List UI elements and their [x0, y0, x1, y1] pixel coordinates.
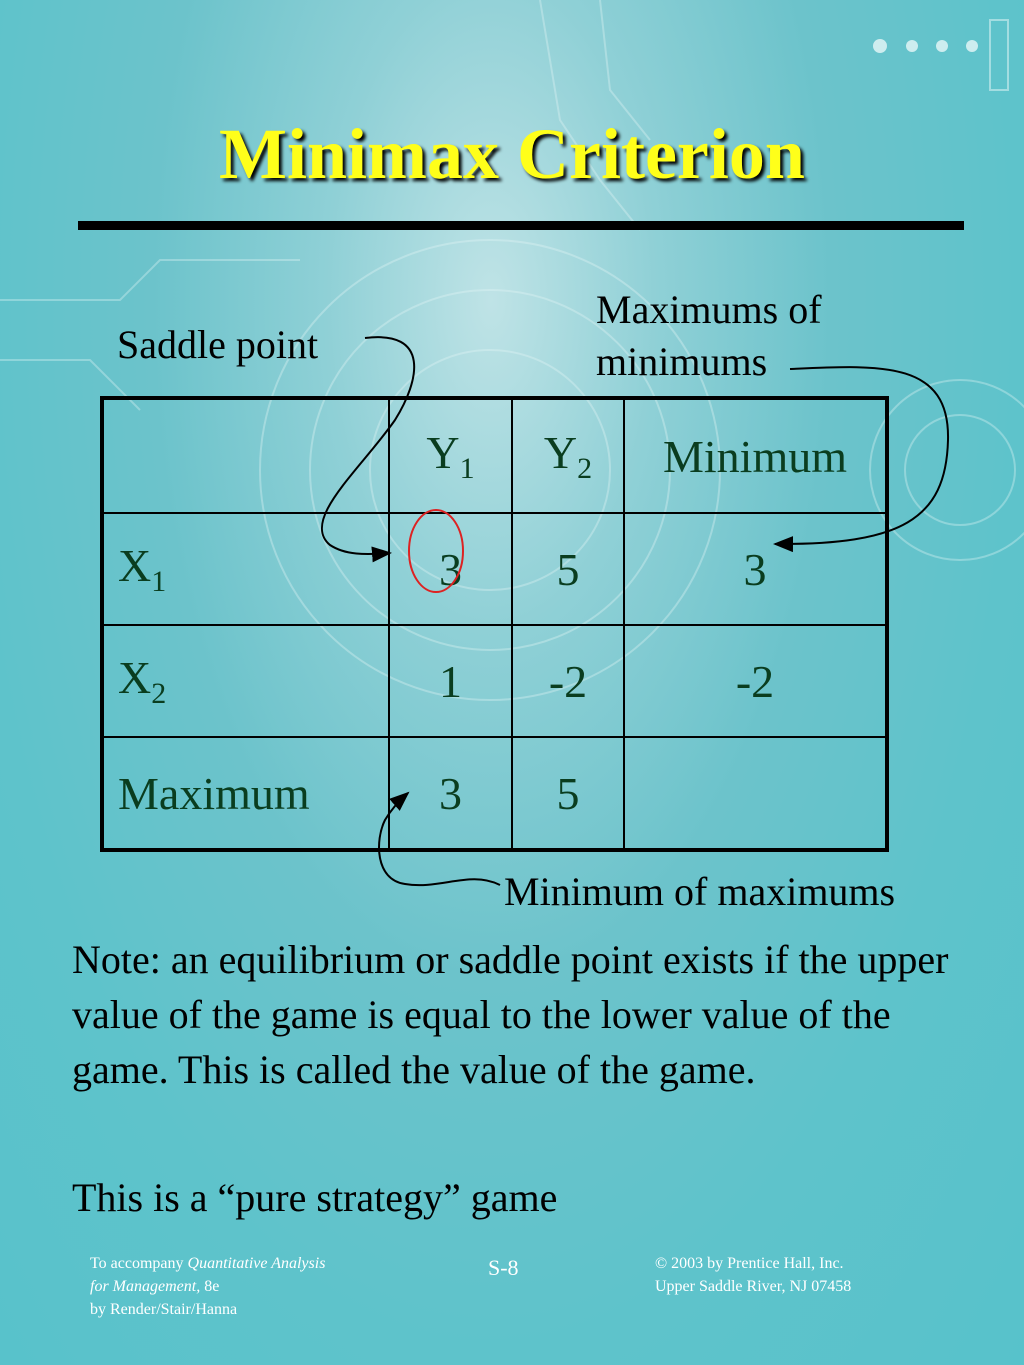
header-y2-letter: Y	[543, 427, 578, 478]
footer-left-line2	[90, 1275, 325, 1298]
cell-max-y2: 5	[512, 737, 624, 850]
saddle-point-label: Saddle point	[117, 322, 319, 367]
row-label-maximum: Maximum	[102, 737, 389, 850]
footer-left-line1-italic: Quantitative Analysis	[187, 1255, 326, 1272]
footer-left-line2-suffix: 8e	[200, 1278, 220, 1295]
page-number: S-8	[488, 1255, 519, 1280]
footer-right	[655, 1252, 851, 1298]
footer-left	[90, 1252, 325, 1321]
footer-left-line2-italic: for Management,	[90, 1278, 201, 1295]
footer-right-line1: © 2003 by Prentice Hall, Inc.	[655, 1255, 844, 1272]
row-x1-subscript: 1	[151, 565, 167, 598]
maximums-label-line1: Maximums of	[596, 287, 822, 332]
cell-x2-y1: 1	[389, 625, 512, 737]
maximums-of-minimums-arrow	[775, 367, 948, 544]
cell-x2-y2: -2	[512, 625, 624, 737]
slide-title: Minimax Criterion	[219, 114, 805, 194]
row-x2-subscript: 2	[151, 677, 167, 710]
footer-left-line3: by Render/Stair/Hanna	[90, 1301, 238, 1318]
cell-x2-min: -2	[624, 625, 887, 737]
footer-left-line1	[90, 1252, 325, 1275]
footer-right-line2: Upper Saddle River, NJ 07458	[655, 1278, 852, 1295]
cell-max-y1: 3	[389, 737, 512, 850]
header-y1-letter: Y	[426, 427, 460, 478]
header-y1-subscript: 1	[459, 452, 475, 485]
row-x2-letter: X	[118, 652, 152, 703]
note-paragraph: Note: an equilibrium or saddle point exists if the upper value of the game is equal to the lower value of the game. This is called the value of the game.	[72, 937, 949, 1092]
minimum-of-maximums-arrow	[379, 793, 500, 885]
pure-strategy-text: This is a “pure strategy” game	[72, 1175, 558, 1220]
minimum-of-maximums-label: Minimum of maximums	[504, 869, 896, 914]
cell-x1-y1: 3	[389, 513, 512, 625]
cell-x1-min: 3	[624, 513, 887, 625]
footer-left-line1-prefix: To accompany	[90, 1255, 188, 1272]
maximums-label-line2: minimums	[596, 339, 768, 384]
row-x1-letter: X	[118, 540, 152, 591]
header-y2-subscript: 2	[577, 452, 593, 485]
header-minimum: Minimum	[624, 398, 887, 513]
saddle-point-circle	[409, 510, 463, 592]
saddle-point-arrow	[322, 337, 414, 554]
cell-x1-y2: 5	[512, 513, 624, 625]
